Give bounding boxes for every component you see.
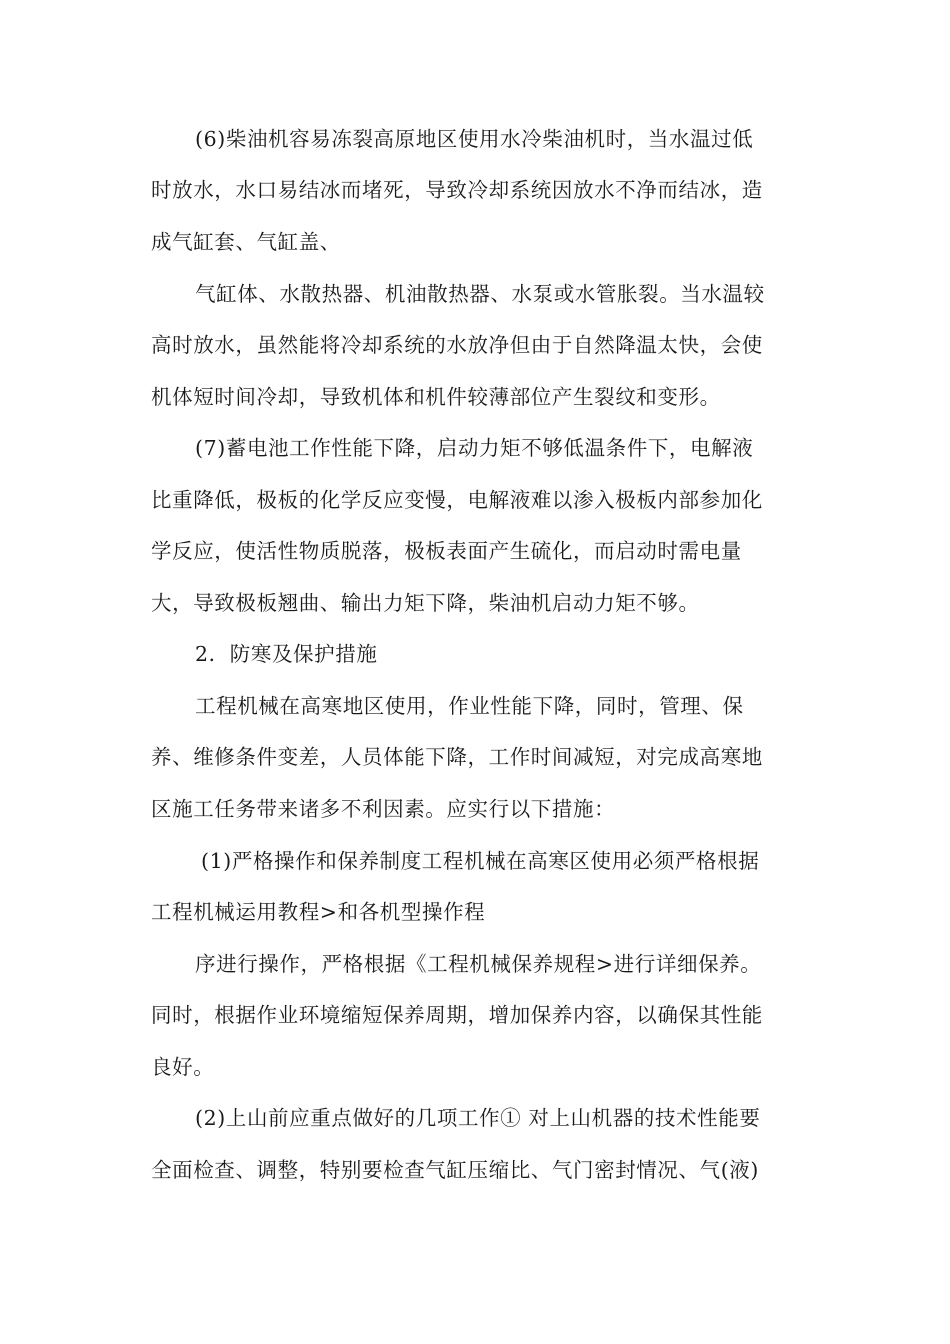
intro-paragraph-line-3: 区施工任务带来诸多不利因素。应实行以下措施：: [151, 797, 616, 821]
measure-2-line-2: 全面检查、调整，特别要检查气缸压缩比、气门密封情况、气(液): [151, 1158, 759, 1182]
paragraph-6b-line-3: 机体短时间冷却，导致机体和机件较薄部位产生裂纹和变形。: [151, 385, 721, 409]
paragraph-6b-line-1: 气缸体、水散热器、机油散热器、水泵或水管胀裂。当水温较: [195, 282, 765, 306]
paragraph-6b-line-2: 高时放水，虽然能将冷却系统的水放净但由于自然降温太快，会使: [151, 333, 763, 357]
paragraph-6-line-3: 成气缸套、气缸盖、: [151, 230, 341, 254]
measure-1b-line-2: 同时，根据作业环境缩短保养周期，增加保养内容，以确保其性能: [151, 1003, 763, 1027]
section-heading: 2．防寒及保护措施: [195, 642, 378, 666]
measure-1-line-1: (1)严格操作和保养制度工程机械在高寒区使用必须严格根据: [201, 849, 760, 873]
paragraph-7-line-4: 大，导致极板翘曲、输出力矩下降，柴油机启动力矩不够。: [151, 591, 700, 615]
paragraph-6-line-2: 时放水，水口易结冰而堵死，导致冷却系统因放水不净而结冰，造: [151, 178, 763, 202]
paragraph-7-line-1: (7)蓄电池工作性能下降，启动力矩不够低温条件下，电解液: [195, 436, 754, 460]
measure-2-line-1: (2)上山前应重点做好的几项工作① 对上山机器的技术性能要: [195, 1106, 761, 1130]
paragraph-6-line-1: (6)柴油机容易冻裂高原地区使用水冷柴油机时，当水温过低: [195, 127, 754, 151]
measure-1-line-2: 工程机械运用教程>和各机型操作程: [151, 900, 486, 924]
paragraph-7-line-2: 比重降低，极板的化学反应变慢，电解液难以渗入极板内部参加化: [151, 488, 763, 512]
measure-1b-line-1: 序进行操作，严格根据《工程机械保养规程>进行详细保养。: [195, 952, 762, 976]
paragraph-7-line-3: 学反应，使活性物质脱落，极板表面产生硫化，而启动时需电量: [151, 539, 742, 563]
intro-paragraph-line-1: 工程机械在高寒地区使用，作业性能下降，同时，管理、保: [195, 694, 744, 718]
measure-1b-line-3: 良好。: [151, 1055, 215, 1079]
intro-paragraph-line-2: 养、维修条件变差，人员体能下降，工作时间减短，对完成高寒地: [151, 745, 763, 769]
